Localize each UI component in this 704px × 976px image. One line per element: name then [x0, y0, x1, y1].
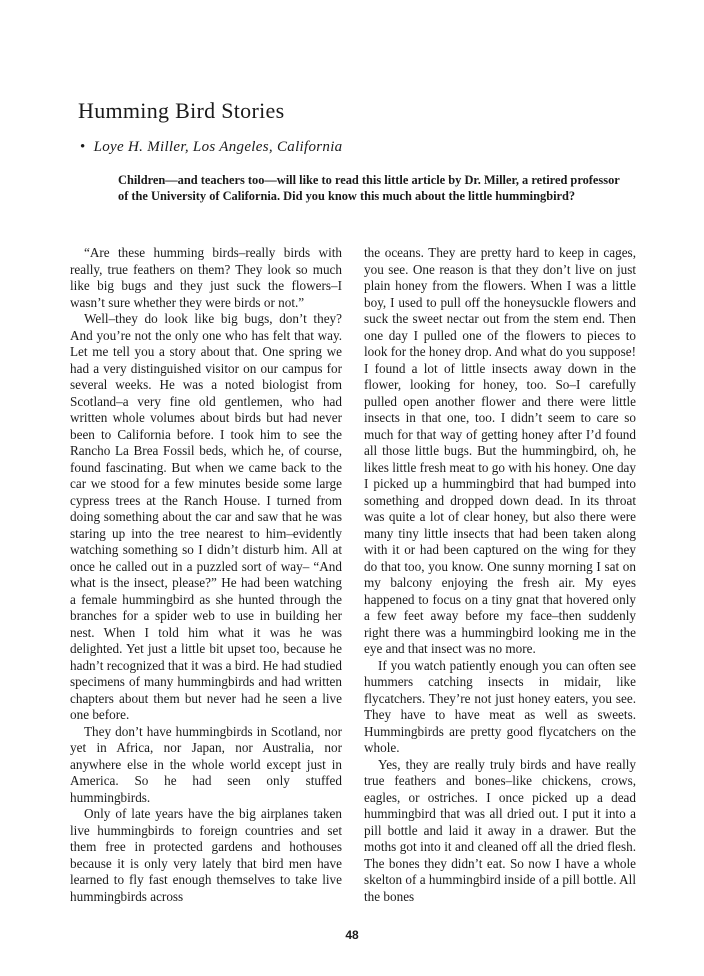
- paragraph: If you watch patiently enough you can often see hummers catching insects in midair, like flycatchers. They’re not just honey eaters, you see. They have to have meat as well as sweets. Hummingbirds are pretty good flycatchers on the whole.: [364, 657, 636, 755]
- paragraph: Well–they do look like big bugs, don’t they? And you’re not the only one who has felt that way. Let me tell you a story about that. One spring we had a very distinguished visitor on our campus for several weeks. He was a noted biologist from Scotland–a very fine old gentlemen, who had written whole volumes about birds but had never been to California before. I took him to see the Rancho La Brea Fossil beds, which he, of course, found fascinating. But when we came back to the car we stood for a few minutes beside some large cypress trees at the Ranch House. I turned from doing something about the car and saw that he was staring up into the tree nearest to him–evidently watching something so I didn’t disturb him. All at once he called out in a puzzled sort of way– “And what is the insect, please?” He had been watching a female hummingbird as she hunted through the branches for a spider web to use in building her nest. When I told him what it was he was delighted. Yet just a little bit upset too, because he hadn’t recognized that it was a bird. He had studied specimens of many hummingbirds and had written chapters about them but never had he seen a live one before.: [70, 311, 342, 722]
- author-name: Loye H. Miller, Los Angeles, California: [93, 139, 343, 155]
- paragraph: the oceans. They are pretty hard to keep in cages, you see. One reason is that they don’t live on just plain honey from the flowers. When I was a little boy, I used to pull off the honeysuckle flowers and suck the sweet nectar out from the stem end. Then one day I pulled one of the flowers to pieces to look for the honey drop. And what do you suppose! I found a lot of little insects away down in the flower, looking for honey, too. So–I carefully pulled open another flower and there were little insects in that one, too. I didn’t seem to care so much for that way of getting honey after I’d found all those little bugs. But the hummingbird, oh, he likes little fresh meat to go with his honey. One day I picked up a hummingbird that had bumped into something and dropped down dead. In its throat was quite a lot of clear honey, but also there were many tiny little insects that had been taken along with it or had been captured on the wing for they do that too, you know. One sunny morning I sat on my balcony enjoying the fresh air. My eyes happened to focus on a tiny gnat that hovered only a few feet away before my face–then suddenly right there was a hummingbird looking me in the eye and that insect was no more.: [364, 245, 636, 656]
- text-column-left: [70, 245, 342, 905]
- bullet-icon: •: [80, 139, 86, 155]
- paragraph: They don’t have hummingbirds in Scotland, nor yet in Africa, nor Japan, nor Australia, nor anywhere else in the whole world except just in America. So he had seen only stuffed hummingbirds.: [70, 723, 342, 805]
- paragraph: “Are these humming birds–really birds with really, true feathers on them? They look so much like big bugs and they just suck the flowers–I wasn’t sure whether they were birds or not.”: [70, 245, 342, 310]
- author-byline: [80, 139, 343, 156]
- text-column-right: [364, 245, 636, 905]
- paragraph: Only of late years have the big airplanes taken live hummingbirds to foreign countries and set them free in protected gardens and hothouses because it is only very lately that bird men have learned to fly fast enough themselves to take live hummingbirds across: [70, 806, 342, 904]
- paragraph: Yes, they are really truly birds and have really true feathers and bones–like chickens, crows, eagles, or ostriches. I once picked up a dead hummingbird that was all dried out. I put it into a pill bottle and laid it away in a drawer. But the moths got into it and cleaned off all the dried flesh. The bones they didn’t eat. So now I have a whole skelton of a hummingbird inside of a pill bottle. All the bones: [364, 756, 636, 904]
- page-number: 48: [345, 928, 359, 942]
- editor-intro: Children—and teachers too—will like to read this little article by Dr. Miller, a retired professor of the University of California. Did you know this much about the little hummingbird?: [118, 173, 620, 203]
- article-title: Humming Bird Stories: [78, 98, 285, 123]
